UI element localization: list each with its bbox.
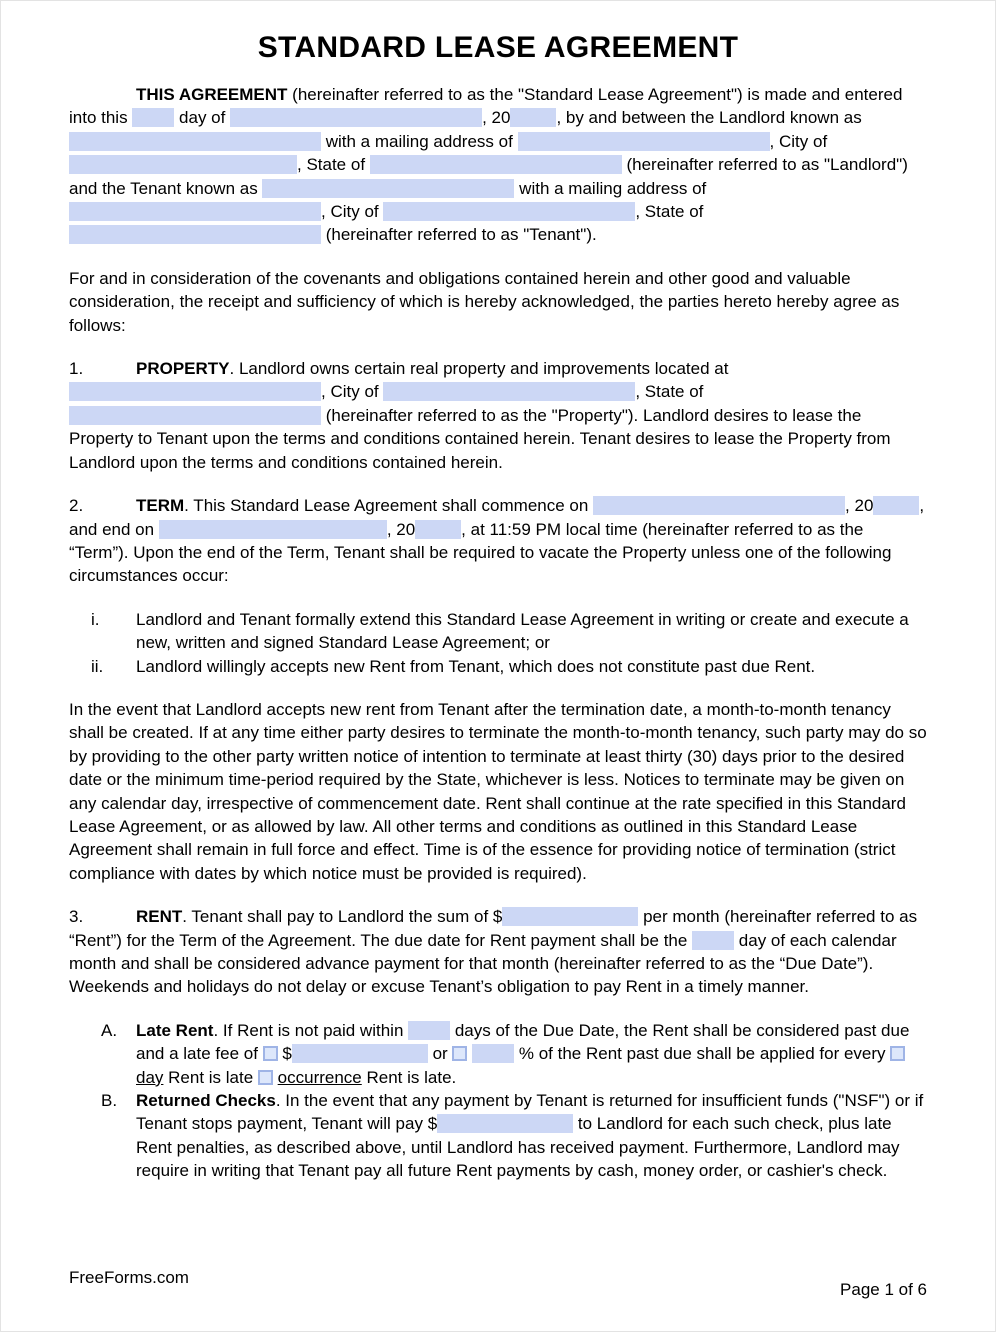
paragraph-consideration: For and in consideration of the covenants and obligations contained herein and other good and valuable consideration, the receipt and sufficiency of which is hereby acknowledged, the parties hereto hereby agree as follows: <box>69 268 900 335</box>
term-conditions-list <box>69 608 927 678</box>
tenant-city-field[interactable] <box>383 202 635 221</box>
list-marker-i: i. <box>91 609 100 629</box>
text-segment: (hereinafter referred to as "Tenant"). <box>321 225 597 245</box>
per-occurrence-label: occurrence <box>277 1067 362 1087</box>
text-segment: % of the Rent past due shall be applied for every <box>514 1044 891 1064</box>
rent-subsections-list <box>69 1019 927 1183</box>
text-segment: , 20 <box>482 108 511 128</box>
text-segment: (hereinafter referred to as the "Property"). Landlord desires to lease the Property to Tenant upon the terms and conditions contained herein. Tenant desires to lease the Property from Landlord upon the terms and conditions contained herein. <box>69 405 891 472</box>
section-2-heading: TERM <box>136 496 185 516</box>
text-segment: , 20 <box>845 496 874 516</box>
text-segment: Rent is late. <box>361 1067 457 1087</box>
text-segment: , and end on <box>69 496 925 539</box>
list-item-a-text <box>136 1019 927 1089</box>
text-segment: $ <box>277 1044 292 1064</box>
property-address-field[interactable] <box>69 382 321 401</box>
text-segment: with a mailing address of <box>321 131 518 151</box>
late-rent-heading: Late Rent <box>136 1020 214 1040</box>
text-segment: day of each calendar month and shall be considered advance payment for that month (hereinafter referred to as the “Due Date”). Weekends and holidays do not delay or excuse Tenant’s obligation to pay Rent in a timely manner. <box>69 930 897 997</box>
text-segment: days of the Due Date, the Rent shall be considered past due and a late fee of <box>136 1020 910 1064</box>
footer-brand: FreeForms.com <box>69 1267 189 1287</box>
list-marker-ii: ii. <box>91 656 104 676</box>
text-segment: . If Rent is not paid within <box>213 1020 409 1040</box>
text-segment: . This Standard Lease Agreement shall commence on <box>184 496 594 516</box>
text-segment: , by and between the Landlord known as <box>556 108 862 128</box>
commencement-year-field[interactable] <box>873 496 919 515</box>
text-segment: , State of <box>297 155 370 175</box>
commencement-date-field[interactable] <box>593 496 845 515</box>
text-segment: day of <box>174 108 231 128</box>
text-segment: (hereinafter referred to as "Landlord") and the Tenant known as <box>69 155 908 198</box>
text-segment: . In the event that any payment by Tenant is returned for insufficient funds ("NSF") or if Tenant stops payment, Tenant will pay $ <box>136 1091 924 1134</box>
property-city-field[interactable] <box>383 382 635 401</box>
list-item-ii <box>69 655 927 678</box>
text-segment: with a mailing address of <box>514 178 707 198</box>
agreement-year-field[interactable] <box>510 108 556 127</box>
per-day-checkbox[interactable] <box>890 1046 905 1061</box>
nsf-fee-field[interactable] <box>437 1114 573 1133</box>
document-title: STANDARD LEASE AGREEMENT <box>257 31 739 64</box>
agreement-day-field[interactable] <box>132 108 174 127</box>
per-day-label: day <box>136 1067 164 1087</box>
text-segment: , City of <box>321 202 384 222</box>
late-fee-dollar-checkbox[interactable] <box>263 1046 278 1061</box>
document-content <box>1 1 995 1183</box>
text-segment: , State of <box>635 202 704 222</box>
end-year-field[interactable] <box>415 520 461 539</box>
section-2-term <box>69 494 927 588</box>
text-segment: , City of <box>769 131 828 151</box>
tenant-state-field[interactable] <box>69 225 321 244</box>
returned-checks-heading: Returned Checks <box>136 1091 276 1111</box>
text-segment: , State of <box>635 382 704 402</box>
text-segment: to Landlord for each such check, plus late Rent penalties, as described above, until Landlord has received payment. Furthermore, Landlord may require in writing that Tenant pay all future Rent payments by cash, money order, or cashier's check. <box>136 1114 900 1181</box>
per-occurrence-checkbox[interactable] <box>258 1070 273 1085</box>
list-item-ii-text: Landlord willingly accepts new Rent from Tenant, which does not constitute past due Rent. <box>136 656 816 676</box>
rent-due-day-field[interactable] <box>692 931 734 950</box>
text-segment: Rent is late <box>163 1067 258 1087</box>
late-fee-amount-field[interactable] <box>292 1044 428 1063</box>
list-marker-a: A. <box>101 1020 118 1040</box>
list-marker-b: B. <box>101 1091 118 1111</box>
section-1-number: 1. <box>69 359 84 379</box>
section-1-heading: PROPERTY <box>136 359 230 379</box>
text-segment: or <box>427 1044 453 1064</box>
text-segment: . Landlord owns certain real property and improvements located at <box>229 359 729 379</box>
list-item-b-text <box>136 1089 927 1183</box>
text-segment: (hereinafter referred to as the "Standard Lease Agreement") is made and entered into this <box>69 85 903 128</box>
text-segment: , at 11:59 PM local time (hereinafter referred to as the “Term”). Upon the end of the Term, Tenant shall be required to vacate the Property unless one of the following circumstances occur: <box>69 519 892 586</box>
page-number: Page 1 of 6 <box>840 1279 927 1299</box>
rent-amount-field[interactable] <box>502 907 638 926</box>
section-3-heading: RENT <box>136 907 183 927</box>
late-fee-percent-checkbox[interactable] <box>452 1046 467 1061</box>
landlord-city-field[interactable] <box>69 155 297 174</box>
list-item-i-text: Landlord and Tenant formally extend this Standard Lease Agreement in writing or create and execute a new, written and signed Standard Lease Agreement; or <box>136 609 909 653</box>
section-3-rent <box>69 905 927 999</box>
landlord-address-field[interactable] <box>518 132 770 151</box>
text-segment: . Tenant shall pay to Landlord the sum of $ <box>182 907 503 927</box>
text-segment: , City of <box>321 382 384 402</box>
paragraph-intro <box>69 83 927 247</box>
agreement-month-field[interactable] <box>230 108 482 127</box>
landlord-name-field[interactable] <box>69 132 321 151</box>
tenant-address-field[interactable] <box>69 202 321 221</box>
list-item-a-late-rent <box>69 1019 927 1089</box>
property-state-field[interactable] <box>69 406 321 425</box>
landlord-state-field[interactable] <box>370 155 622 174</box>
text-segment: per month (hereinafter referred to as “Rent”) for the Term of the Agreement. The due date for Rent payment shall be the <box>69 907 918 950</box>
section-3-number: 3. <box>69 907 84 927</box>
paragraph-month-to-month: In the event that Landlord accepts new rent from Tenant after the termination date, a month-to-month tenancy shall be created. If at any time either party desires to terminate the month-to-month tenancy, such party may do so by providing to the other party written notice of intention to terminate at least thirty (30) days prior to the desired date or the minimum time-period required by the State, whichever is less. Notices to terminate may be given on any calendar day, irrespective of commencement date. Rent shall continue at the rate specified in this Standard Lease Agreement, or as allowed by law. All other terms and conditions as outlined in this Standard Lease Agreement shall remain in full force and effect. Time is of the essence for providing notice of termination (strict compliance with dates by which notice must be provided is required). <box>69 699 927 883</box>
tenant-name-field[interactable] <box>262 179 514 198</box>
list-item-b-returned-checks <box>69 1089 927 1183</box>
intro-lead: THIS AGREEMENT <box>136 85 288 104</box>
late-grace-days-field[interactable] <box>408 1021 450 1040</box>
end-date-field[interactable] <box>159 520 387 539</box>
late-fee-percent-field[interactable] <box>472 1044 514 1063</box>
section-2-number: 2. <box>69 496 84 516</box>
list-item-i <box>69 608 927 655</box>
text-segment: , 20 <box>386 519 416 539</box>
section-1-property <box>69 357 927 474</box>
